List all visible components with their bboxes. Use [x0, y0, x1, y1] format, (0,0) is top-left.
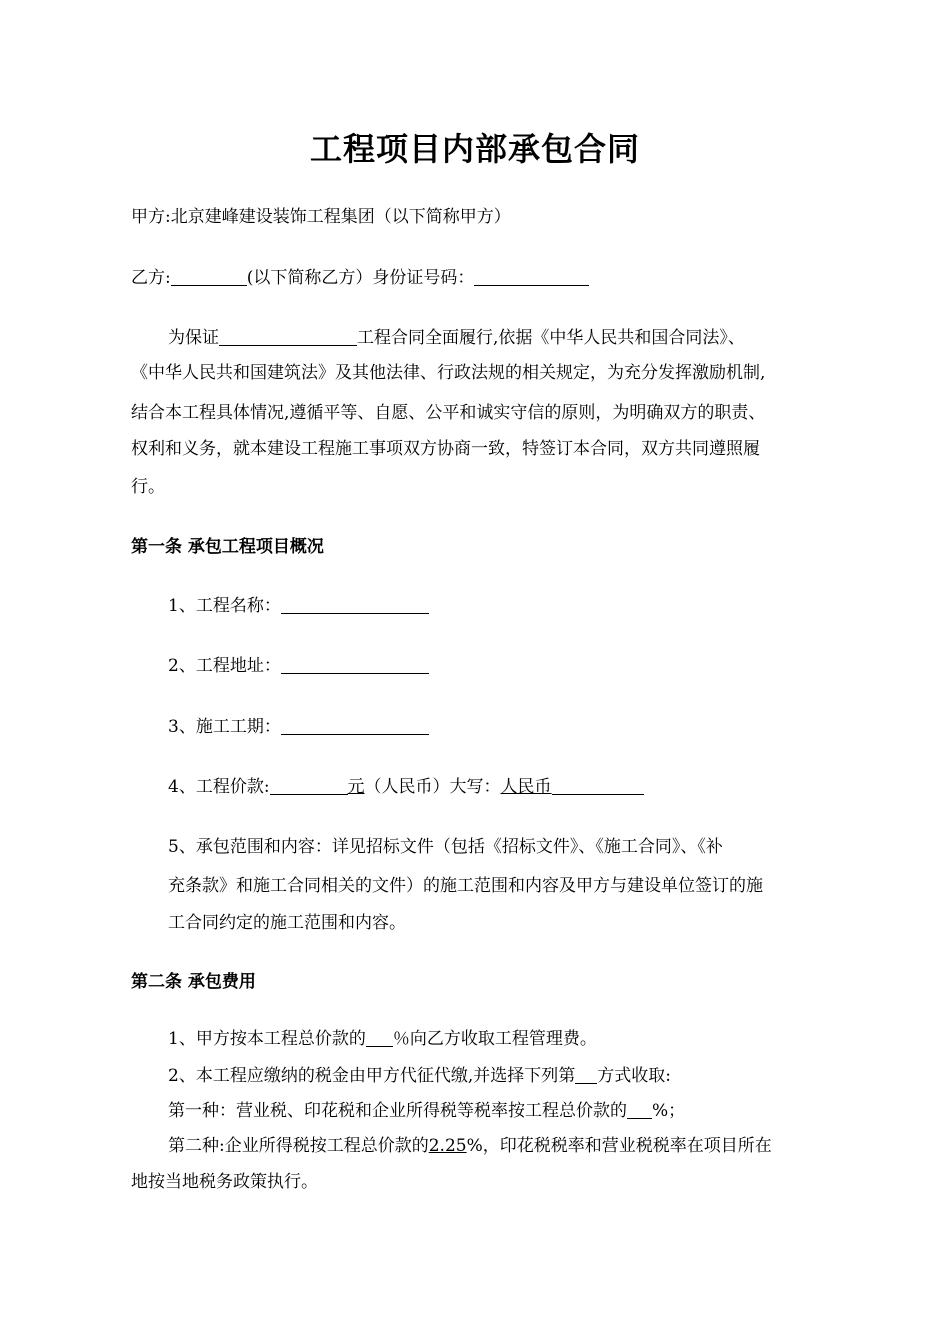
article-1-item-5-line-1: 5、承包范围和内容：详见招标文件（包括《招标文件》、《施工合同》、《补: [168, 837, 723, 857]
intro-line-1: [168, 323, 745, 348]
price-label: 4、工程价款:: [168, 777, 270, 797]
article-2-heading: 第二条 承包费用: [131, 972, 256, 992]
construction-period-field[interactable]: [281, 716, 429, 735]
article-2-item-1: [168, 1024, 597, 1049]
tax-option-1-prefix: 第一种：营业税、印花税和企业所得税等税率按工程总价款的: [168, 1101, 627, 1121]
management-fee-suffix: ％向乙方收取工程管理费。: [392, 1029, 597, 1049]
intro-line-4: 权利和义务，就本建设工程施工事项双方协商一致，特签订本合同，双方共同遵照履: [131, 439, 760, 459]
article-1-item-2: [168, 651, 429, 676]
tax-option-1-suffix: %；: [652, 1101, 686, 1121]
article-1-item-4: [168, 772, 644, 797]
document-title: 工程项目内部承包合同: [309, 130, 640, 168]
project-name-label: 1、工程名称：: [168, 596, 281, 616]
yuan-unit: 元: [347, 777, 365, 797]
article-2-item-2: [168, 1061, 671, 1086]
project-name-field[interactable]: [281, 595, 429, 614]
tax-method-field[interactable]: [575, 1065, 597, 1084]
article-1-heading: 第一条 承包工程项目概况: [131, 537, 324, 557]
management-fee-rate-field[interactable]: [366, 1028, 393, 1047]
id-number-blank[interactable]: [474, 267, 589, 286]
intro-line-5: 行。: [131, 477, 165, 497]
price-uppercase-field[interactable]: [552, 776, 644, 795]
intro-line-3: 结合本工程具体情况,遵循平等、自愿、公平和诚实守信的原则，为明确双方的职责、: [131, 403, 766, 423]
income-tax-rate: 2.25: [428, 1136, 467, 1156]
project-address-field[interactable]: [281, 655, 429, 674]
rmb-prefix: 人民币: [500, 777, 552, 797]
price-uppercase-label: （人民币）大写：: [364, 777, 501, 797]
party-b-prefix: 乙方:: [131, 268, 171, 288]
tax-method-suffix: 方式收取:: [597, 1066, 671, 1086]
article-1-item-3: [168, 712, 429, 737]
construction-period-label: 3、施工工期：: [168, 717, 281, 737]
tax-option-1: [168, 1096, 685, 1121]
tax-option-2-line-2: 地按当地税务政策执行。: [131, 1172, 318, 1192]
intro-suffix: 工程合同全面履行,依据《中华人民共和国合同法》、: [357, 328, 745, 348]
tax-option-1-rate-field[interactable]: [627, 1100, 652, 1119]
project-name-blank[interactable]: [219, 327, 357, 346]
article-1-item-1: [168, 591, 429, 616]
tax-method-prefix: 2、本工程应缴纳的税金由甲方代征代缴,并选择下列第: [168, 1066, 576, 1086]
intro-line-2: 《中华人民共和国建筑法》及其他法律、行政法规的相关规定，为充分发挥激励机制,: [131, 363, 766, 383]
party-b-name-blank[interactable]: [171, 267, 247, 286]
tax-option-2-prefix: 第二种:企业所得税按工程总价款的: [168, 1136, 429, 1156]
intro-prefix: 为保证: [168, 328, 219, 348]
project-address-label: 2、工程地址：: [168, 656, 281, 676]
price-amount-field[interactable]: [270, 776, 348, 795]
article-1-item-5-line-2: 充条款》和施工合同相关的文件）的施工范围和内容及甲方与建设单位签订的施: [168, 876, 763, 896]
tax-option-2-suffix: %，印花税税率和营业税税率在项目所在: [466, 1136, 772, 1156]
party-b-mid: (以下简称乙方）身份证号码：: [246, 268, 475, 288]
tax-option-2: [168, 1131, 772, 1156]
management-fee-prefix: 1、甲方按本工程总价款的: [168, 1029, 366, 1049]
party-b-line: [131, 263, 589, 288]
article-1-item-5-line-3: 工合同约定的施工范围和内容。: [168, 913, 406, 933]
party-a-line: 甲方:北京建峰建设装饰工程集团（以下简称甲方）: [131, 207, 511, 227]
